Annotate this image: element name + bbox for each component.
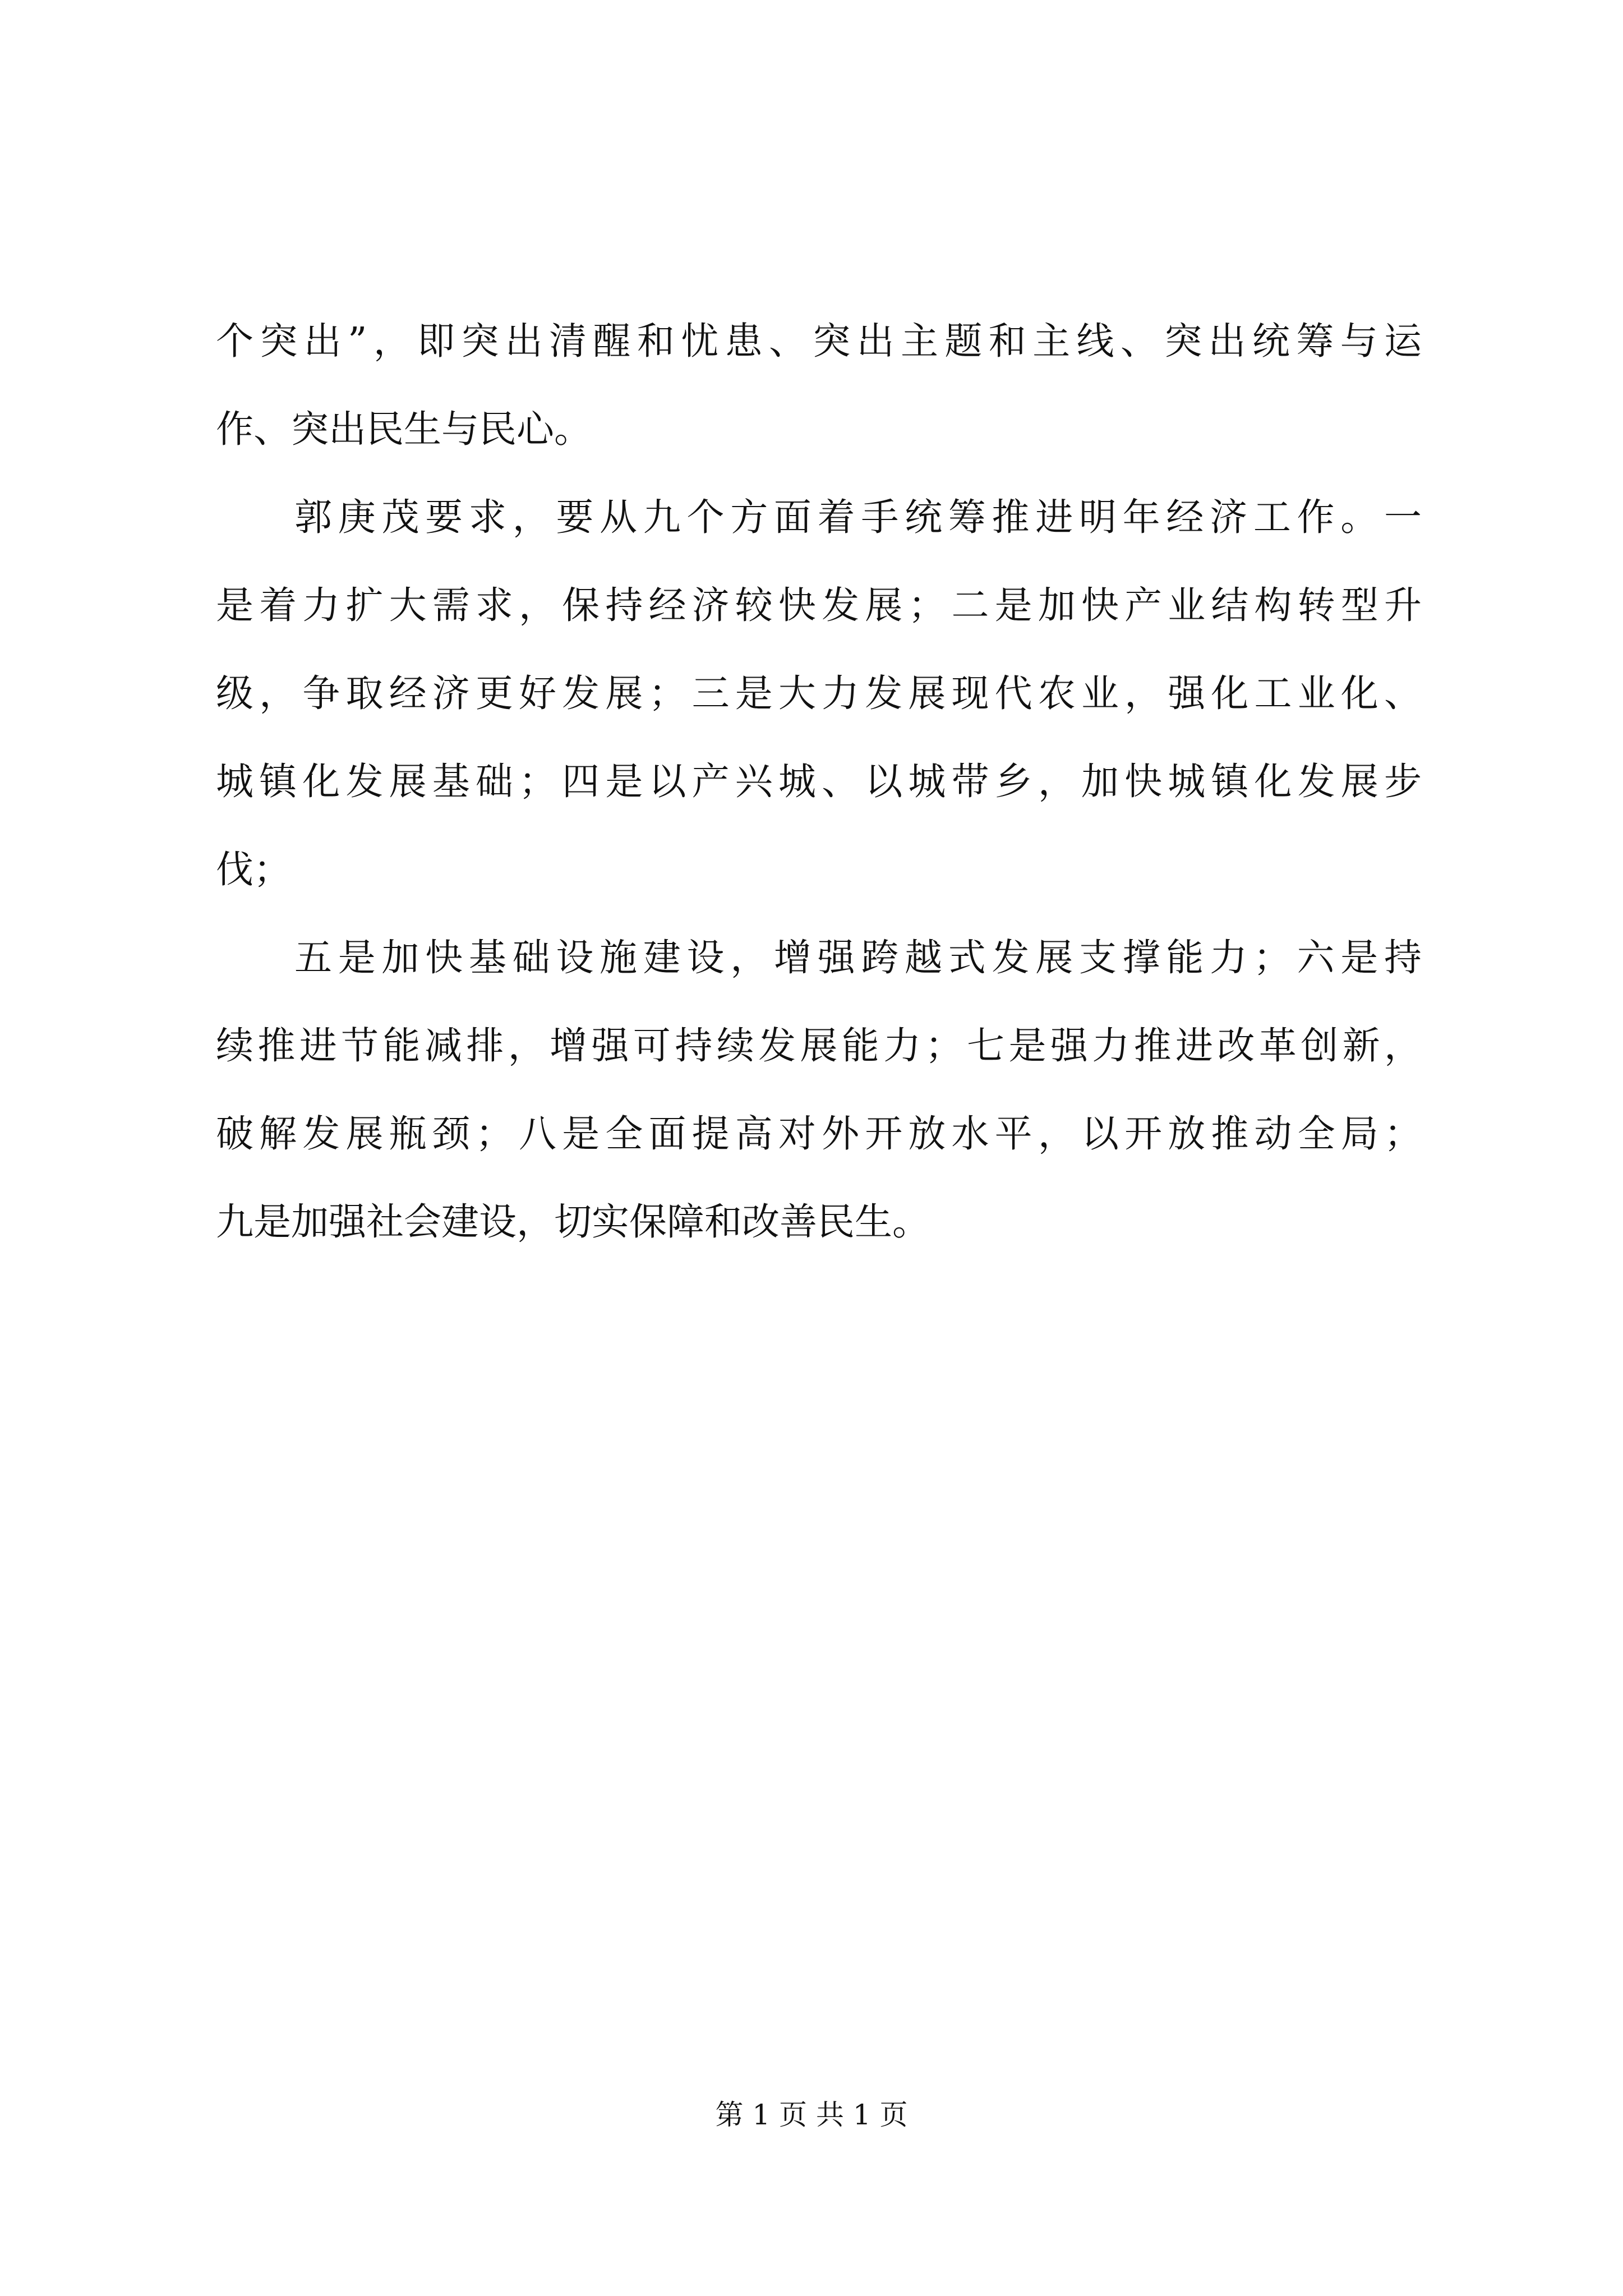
text-line: 五是加快基础设施建设，增强跨越式发展支撑能力；六是持 <box>294 936 1422 979</box>
page-number-footer: 第 1 页 共 1 页 <box>715 2099 908 2131</box>
text-line: 郭庚茂要求，要从九个方面着手统筹推进明年经济工作。一 <box>294 495 1422 539</box>
text-line: 个突出”，即突出清醒和忧患、突出主题和主线、突出统筹与运 <box>216 319 1422 363</box>
text-line: 续推进节能减排，增强可持续发展能力；七是强力推进改革创新， <box>216 1024 1422 1068</box>
text-line: 级，争取经济更好发展；三是大力发展现代农业，强化工业化、 <box>216 671 1422 715</box>
text-line: 九是加强社会建设，切实保障和改善民生。 <box>216 1200 930 1244</box>
document-body <box>216 297 1422 1266</box>
text-line: 作、突出民生与民心。 <box>216 407 592 451</box>
text-line: 城镇化发展基础；四是以产兴城、以城带乡，加快城镇化发展步 <box>216 760 1422 803</box>
text-line: 伐； <box>216 848 291 891</box>
text-line: 破解发展瓶颈；八是全面提高对外开放水平，以开放推动全局； <box>216 1112 1422 1156</box>
paragraph-1 <box>216 297 1422 473</box>
paragraph-3 <box>216 914 1422 1266</box>
text-line: 是着力扩大需求，保持经济较快发展；二是加快产业结构转型升 <box>216 583 1422 627</box>
paragraph-2 <box>216 473 1422 914</box>
